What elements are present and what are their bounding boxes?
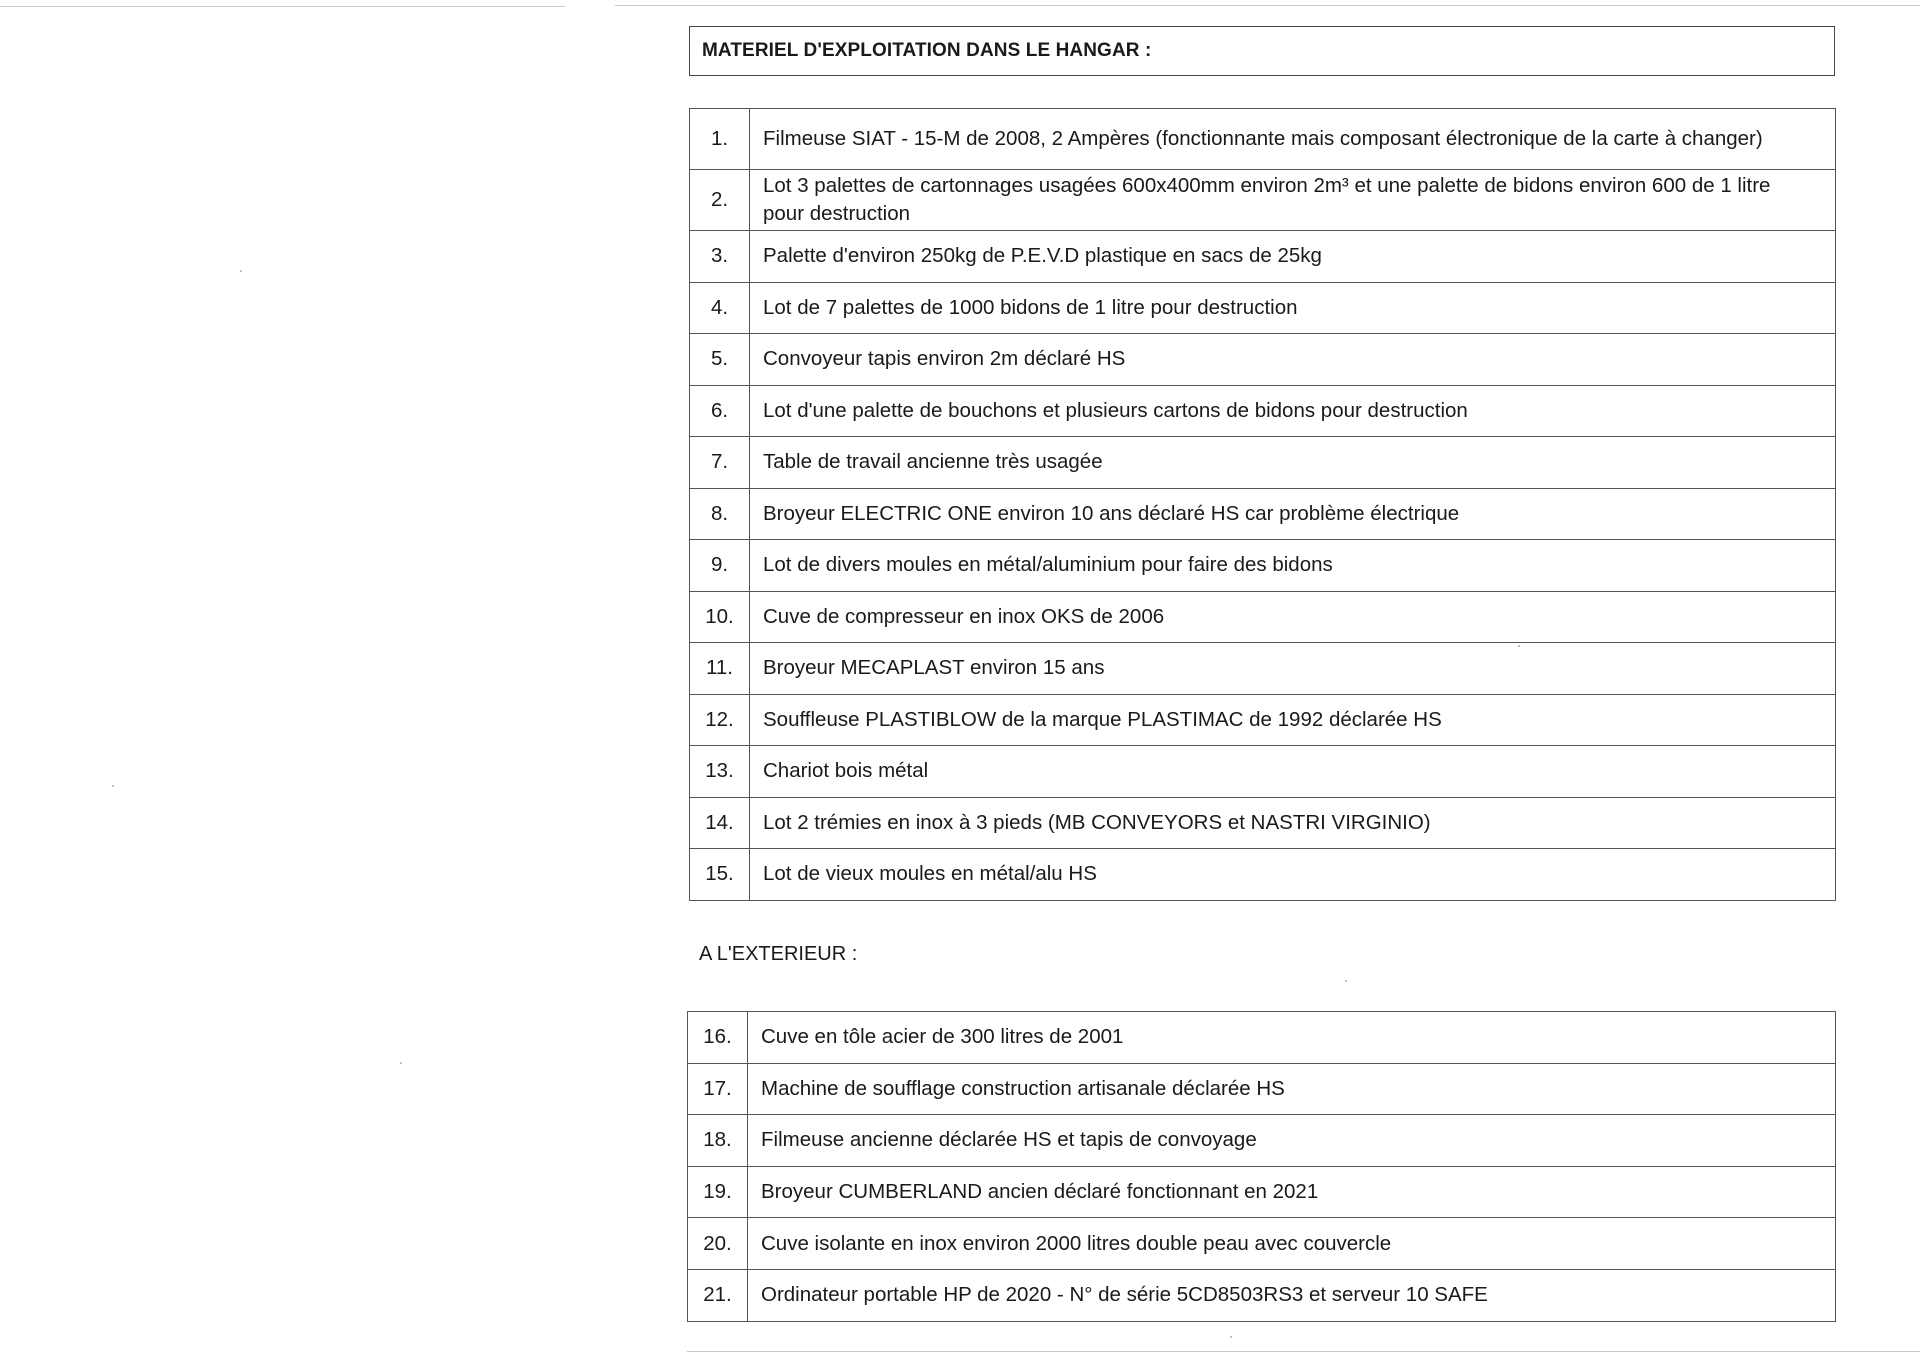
scan-edge-bottom [687,1351,1920,1352]
item-number: 2. [690,170,750,231]
table-row [690,694,1836,746]
hangar-equipment-table [689,108,1836,901]
item-description: Lot de 7 palettes de 1000 bidons de 1 litre pour destruction [750,282,1836,334]
table-row [688,1063,1836,1115]
item-number: 7. [690,437,750,489]
exterior-section-title: A L'EXTERIEUR : [699,943,858,965]
table-row [688,1218,1836,1270]
scan-speck [112,785,114,787]
item-description: Lot de vieux moules en métal/alu HS [750,849,1836,901]
table-row [690,591,1836,643]
item-description: Cuve de compresseur en inox OKS de 2006 [750,591,1836,643]
item-description: Convoyeur tapis environ 2m déclaré HS [750,334,1836,386]
item-number: 18. [688,1115,748,1167]
table-row [690,849,1836,901]
table-row [690,746,1836,798]
table-row [690,488,1836,540]
scan-speck [1230,1336,1232,1338]
scan-edge-top-left [0,6,565,7]
scan-speck [1345,980,1347,982]
item-description: Lot 2 trémies en inox à 3 pieds (MB CONVEYORS et NASTRI VIRGINIO) [750,797,1836,849]
item-description: Chariot bois métal [750,746,1836,798]
table-row [688,1115,1836,1167]
table-row [690,170,1836,231]
item-description: Lot de divers moules en métal/aluminium pour faire des bidons [750,540,1836,592]
table-row [688,1012,1836,1064]
item-number: 5. [690,334,750,386]
item-number: 8. [690,488,750,540]
item-number: 6. [690,385,750,437]
table-row [690,437,1836,489]
item-description: Broyeur MECAPLAST environ 15 ans [750,643,1836,695]
exterior-equipment-table [687,1011,1836,1322]
item-description: Broyeur CUMBERLAND ancien déclaré fonctionnant en 2021 [748,1166,1836,1218]
table-row [690,643,1836,695]
item-number: 17. [688,1063,748,1115]
table-row [690,282,1836,334]
item-description: Ordinateur portable HP de 2020 - N° de série 5CD8503RS3 et serveur 10 SAFE [748,1269,1836,1321]
item-description: Filmeuse ancienne déclarée HS et tapis de convoyage [748,1115,1836,1167]
item-number: 1. [690,109,750,170]
item-description: Table de travail ancienne très usagée [750,437,1836,489]
item-description: Souffleuse PLASTIBLOW de la marque PLASTIMAC de 1992 déclarée HS [750,694,1836,746]
item-number: 14. [690,797,750,849]
table-row [688,1166,1836,1218]
scan-speck [240,270,242,272]
item-description: Lot d'une palette de bouchons et plusieurs cartons de bidons pour destruction [750,385,1836,437]
table-row [690,540,1836,592]
item-number: 20. [688,1218,748,1270]
item-number: 21. [688,1269,748,1321]
table-row [690,334,1836,386]
item-number: 16. [688,1012,748,1064]
item-number: 3. [690,231,750,283]
scan-speck [400,1062,402,1064]
item-description: Palette d'environ 250kg de P.E.V.D plastique en sacs de 25kg [750,231,1836,283]
item-description: Machine de soufflage construction artisanale déclarée HS [748,1063,1836,1115]
table-row [690,385,1836,437]
item-description: Cuve isolante en inox environ 2000 litres double peau avec couvercle [748,1218,1836,1270]
item-number: 4. [690,282,750,334]
hangar-section-title: MATERIEL D'EXPLOITATION DANS LE HANGAR : [689,26,1835,76]
item-number: 13. [690,746,750,798]
item-number: 11. [690,643,750,695]
item-description: Filmeuse SIAT - 15-M de 2008, 2 Ampères (fonctionnante mais composant électronique de la carte à changer) [750,109,1836,170]
item-description: Cuve en tôle acier de 300 litres de 2001 [748,1012,1836,1064]
item-number: 10. [690,591,750,643]
item-number: 15. [690,849,750,901]
item-number: 12. [690,694,750,746]
table-row [690,797,1836,849]
scan-edge-top-right [615,5,1920,6]
item-number: 9. [690,540,750,592]
item-number: 19. [688,1166,748,1218]
table-row [688,1269,1836,1321]
table-row [690,109,1836,170]
item-description: Broyeur ELECTRIC ONE environ 10 ans déclaré HS car problème électrique [750,488,1836,540]
item-description: Lot 3 palettes de cartonnages usagées 600x400mm environ 2m³ et une palette de bidons environ 600 de 1 litre pour destruction [750,170,1836,231]
table-row [690,231,1836,283]
